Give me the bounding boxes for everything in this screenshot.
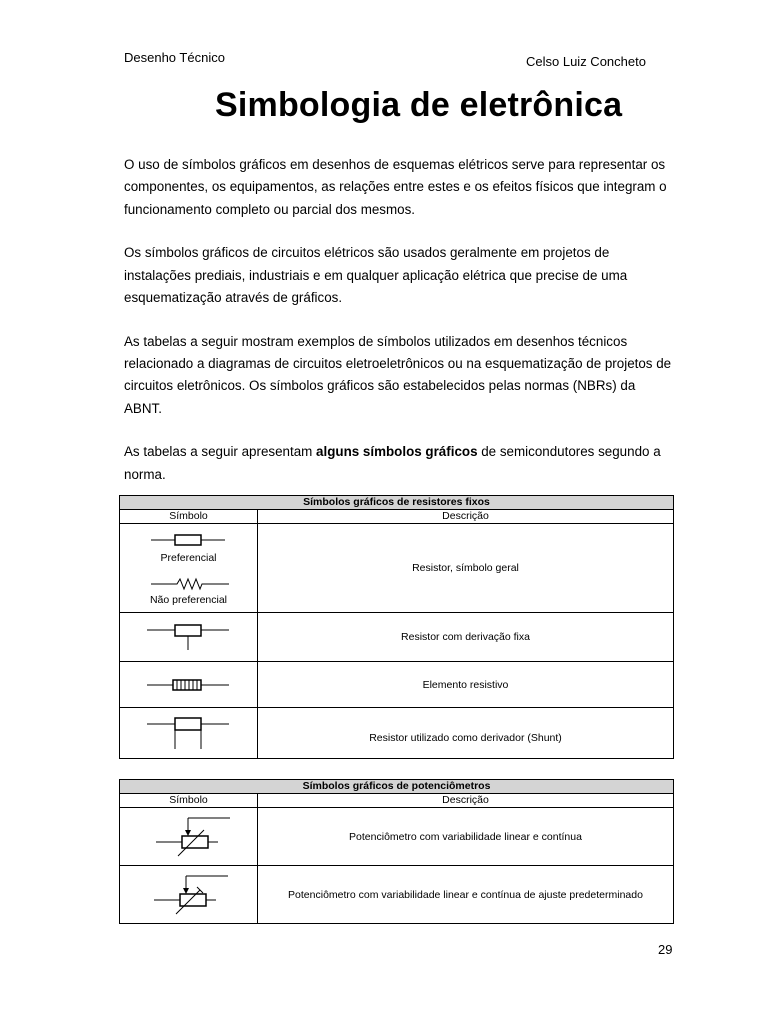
description-cell: Potenciômetro com variabilidade linear e contínua [258, 808, 674, 866]
table-row [120, 866, 674, 924]
page-title: Simbologia de eletrônica [215, 86, 623, 124]
table-row [120, 708, 674, 759]
symbol-cell [120, 808, 258, 866]
paragraph-4: As tabelas a seguir apresentam alguns símbolos gráficos de semicondutores segundo a norma. [124, 444, 661, 482]
column-header-description: Descrição [258, 794, 674, 808]
symbol-cell [120, 708, 258, 759]
body-text [124, 154, 676, 508]
symbol-cell [120, 866, 258, 924]
potentiometer-preset-icon [134, 870, 244, 920]
table-caption: Símbolos gráficos de potenciômetros [120, 780, 674, 794]
paragraph-2: Os símbolos gráficos de circuitos elétricos são usados geralmente em projetos de instalações prediais, industriais e em qualquer aplicação elétrica que precise de uma esquematização através de gráficos. [124, 245, 628, 305]
symbol-cell [120, 662, 258, 708]
description-cell: Resistor com derivação fixa [258, 613, 674, 662]
label-non-preferred: Não preferencial [149, 594, 228, 606]
column-header-description: Descrição [258, 510, 674, 524]
table-row [120, 662, 674, 708]
potentiometers-table [119, 779, 674, 924]
table-row [120, 524, 674, 613]
description-cell: Potenciômetro com variabilidade linear e contínua de ajuste predeterminado [258, 866, 674, 924]
resistor-general-icon [139, 530, 239, 550]
resistors-table [119, 495, 674, 759]
shunt-resistor-icon [139, 715, 239, 751]
table-row [120, 613, 674, 662]
page-number: 29 [658, 942, 673, 957]
header-right: Celso Luiz Concheto [526, 54, 646, 69]
symbol-cell [120, 524, 258, 613]
label-preferred: Preferencial [160, 552, 217, 564]
paragraph-3: As tabelas a seguir mostram exemplos de símbolos utilizados em desenhos técnicos relacionado a diagramas de circuitos eletroeletrônicos ou na esquematização de projetos de circuitos eletrônicos. Os símbolos gráficos são estabelecidos pelas normas (NBRs) da ABNT. [124, 333, 672, 416]
resistor-zigzag-icon [139, 576, 239, 592]
resistor-fixed-tap-icon [139, 622, 239, 652]
header-left: Desenho Técnico [124, 50, 225, 65]
column-header-symbol: Símbolo [120, 510, 258, 524]
table-row [120, 808, 674, 866]
table-caption: Símbolos gráficos de resistores fixos [120, 496, 674, 510]
paragraph-1: O uso de símbolos gráficos em desenhos de esquemas elétricos serve para representar os componentes, os equipamentos, as relações entre estes e os efeitos físicos que integram o funcionamento completo ou parcial dos mesmos. [124, 157, 667, 217]
resistive-element-icon [139, 677, 239, 693]
symbol-cell [120, 613, 258, 662]
description-cell: Resistor utilizado como derivador (Shunt) [258, 708, 674, 759]
description-cell: Elemento resistivo [258, 662, 674, 708]
description-cell: Resistor, símbolo geral [258, 524, 674, 613]
column-header-symbol: Símbolo [120, 794, 258, 808]
potentiometer-linear-icon [134, 812, 244, 862]
